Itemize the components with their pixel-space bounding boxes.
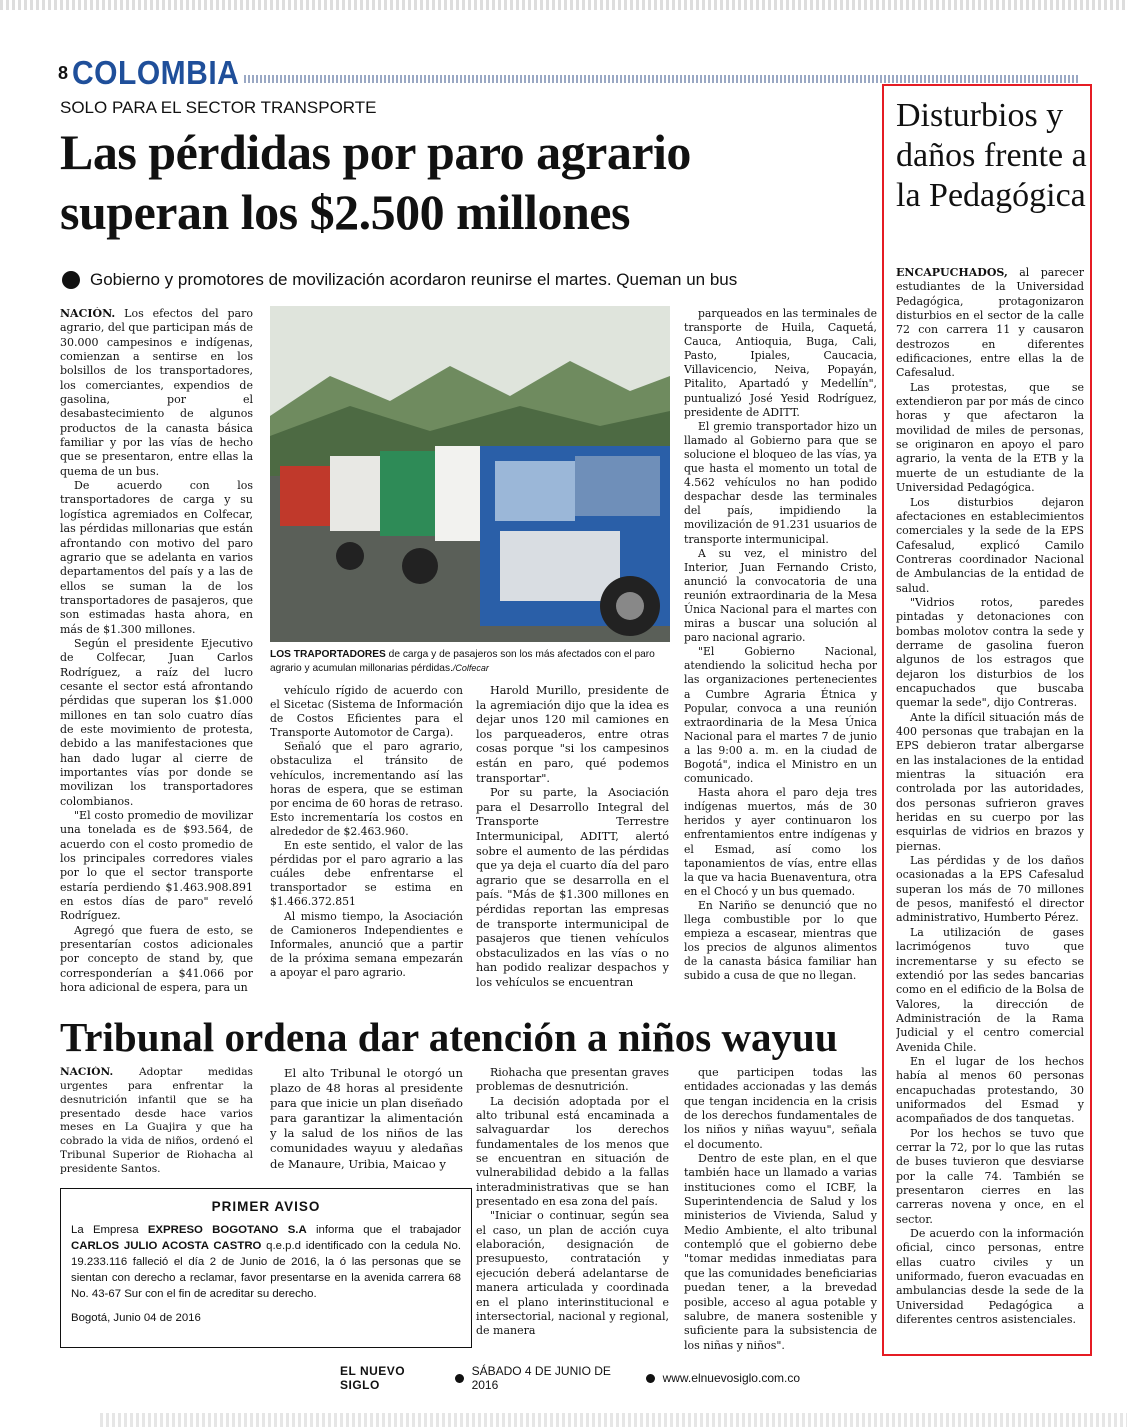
paragraph [270,1066,463,1172]
paragraph-text: "El costo promedio de movilizar una tonelada es de $93.564, de acuerdo con el costo promedio de los principales corredores viales por lo que el sector transporte estaría perdiendo $1.463.908.891 en estos días de paro" reveló Rodríguez. [60,809,253,923]
bullet-icon [62,271,80,289]
paragraph-text: que participen todas las entidades accionadas y las demás que tengan incidencia en la crisis de los derechos fundamentales de los niños y niñas wayuu", señala el documento. [684,1066,877,1151]
paragraph [60,1066,253,1176]
paragraph-text: En el lugar de los hechos había al menos 60 personas encapuchadas protestando, 30 uniformados del Esmad y acompañados de dos tanquetas. [896,1054,1084,1126]
paragraph-text: Las pérdidas y de los daños ocasionadas a la EPS Cafesalud superan los más de 70 millones de pesos, manifestó el director administrativo, Humberto Pérez. [896,854,1084,925]
paragraph-text: El gremio transportador hizo un llamado al Gobierno para que se solucione el bloqueo de las vías, ya que hasta el momento un total de 4.562 vehículos no han podido despachar desde las terminales del país, impidiendo la movilización de 91.231 usuarios de transporte intermunicipal. [684,419,877,546]
paragraph [896,596,1084,711]
paragraph-text: En Nariño se denunció que no llega combustible por lo que empieza a escasear, mientras que los precios de algunos alimentos de la canasta básica familiar han subido a cusa de que no llegan. [684,898,877,983]
paragraph-text: Por los hechos se tuvo que cerrar la 72, por lo que las rutas de buses tuvieron que desviarse por la calle 74. También se presentaron cierres en las carreras novena y once, en el sector. [896,1126,1084,1226]
paragraph [60,307,253,479]
main-column-4 [684,307,877,1002]
second-headline: Tribunal ordena dar atención a niños wayuu [60,1014,838,1060]
paragraph [684,899,877,984]
subheadline [62,270,872,290]
article-kicker: SOLO PARA EL SECTOR TRANSPORTE [60,98,377,117]
second-column-1 [60,1066,253,1176]
paragraph-text: Los disturbios dejaron afectaciones en establecimientos comerciales y la sede de la EPS Cafesalud, explicó Camilo Contreras coordinador Nacional de Ambulancias de la entidad de salud. [896,495,1084,595]
paragraph-text: Ante la difícil situación más de 400 personas que trabajan en la EPS debieron tratar albergarse en las instalaciones de la entidad mientras la situación era controlada por las autoridades, dos personas sufrieron graves heridas en su cuerpo por las esquirlas de vidrios en brazos y piernas. [896,710,1084,853]
main-column-3 [476,684,669,1004]
footer-url: www.elnuevosiglo.com.co [662,1371,800,1385]
paragraph-lead: NACIÓN. [60,307,116,320]
paragraph [684,786,877,899]
paragraph [684,645,877,786]
paragraph [896,926,1084,1055]
notice-text-3: q.e.p.d identificado con la cedula No. 19.233.116 falleció el día 2 de Junio de 2016, la ó las personas que se sientan con derecho a reclamar, favor presentarse en la avenida carrera 68 No. 43-67 Sur con el fin de acreditar su derecho. [71,1240,461,1300]
paragraph [684,420,877,547]
paragraph [476,786,669,990]
footer-date: SÁBADO 4 DE JUNIO DE 2016 [471,1364,611,1392]
page-number: 8 [58,63,69,83]
main-column-2 [270,684,463,1004]
paragraph-text: A su vez, el ministro del Interior, Juan Fernando Cristo, anunció la convocatoria de una reunión extraordinaria de la Mesa Única Nacional para el martes con miras a buscar una solución al paro nacional agrario. [684,546,877,645]
footer-dot-icon [646,1374,655,1383]
paragraph [896,854,1084,926]
main-column-1 [60,307,253,1002]
paragraph-text: al parecer estudiantes de la Universidad Pedagógica, protagonizaron disturbios en el sector de la calle 72 con carrera 11 y causaron destrozos en diferentes edificaciones, entre ellas la de Cafesalud. [896,266,1084,380]
second-column-3 [476,1066,669,1356]
paragraph [60,479,253,637]
trucks-photo-illustration [270,306,670,642]
paragraph-text: En este sentido, el valor de las pérdidas por el paro agrario a las cuáles debe enfrentarse el transportador se estima en $1.466.372.851 [270,839,463,909]
paragraph-text: De acuerdo con los transportadores de carga y su logística agremiados en Colfecar, las pérdidas millonarias que están afrontando con motivo del paro agrario que se adelanta en varios departamentos del país y a las de ellos se suman la de los transportadores de pasajeros, que son estimadas hasta ahora, en más de $1.300 millones. [60,479,253,636]
paragraph [684,1152,877,1353]
notice-company: EXPRESO BOGOTANO S.A [147,1224,307,1236]
paragraph-text: Hasta ahora el paro deja tres indígenas muertos, más de 30 heridos y ayer continuaron los enfrentamientos entre indígenas y el Esmad, así como los taponamientos de vías, entre ellas la que va hacia Buenaventura, otra en el Chocó y un bus quemado. [684,786,877,898]
paragraph-text: Las protestas, que se extendieron par por más de cinco horas y que afectaron la movilidad de miles de personas, se originaron en apoyo el paro agrario, la venta de la ETB y la muerte de un estudiante de la Universidad Pedagógica. [896,380,1084,495]
paragraph-text: El alto Tribunal le otorgó un plazo de 48 horas al presidente para que inicie un plan diseñado para garantizar la alimentación y la salud de los niños de las comunidades wayuu y aledañas de Manaure, Uribia, Maicao y [270,1066,463,1171]
trucks-photo [270,306,670,642]
paragraph [896,381,1084,496]
section-name: COLOMBIA [72,55,240,92]
paragraph [476,1209,669,1338]
caption-lead: LOS TRAPORTADORES [270,649,386,660]
bottom-scan-edge [100,1413,1127,1427]
paragraph [270,839,463,909]
notice-title: PRIMER AVISO [211,1199,321,1214]
paragraph [896,266,1084,381]
paragraph-text: La decisión adoptada por el alto tribunal está encaminada a salvaguardar los derechos fundamentales de los menos que se encuentran en situación de vulnerabilidad debido a la fallas interadministrativas que se han presentado en esa zona del país. [476,1094,669,1209]
paragraph [896,1127,1084,1227]
subheadline-text: Gobierno y promotores de movilización acordaron reunirse el martes. Queman un bus [90,270,738,289]
paragraph [476,684,669,786]
paragraph-text: Riohacha que presentan graves problemas de desnutrición. [476,1066,669,1094]
paragraph-text: Según el presidente Ejecutivo de Colfecar, Juan Carlos Rodríguez, a raíz del lucro cesante el sector está afrontando pérdidas que superan los $1.000 millones en tan solo cuatro días de este movimiento de protesta, debido a las manifestaciones que han dado lugar al cierre de importantes vías por donde se movilizan los transportadores colombianos. [60,636,253,808]
footer-dot-icon [455,1374,464,1383]
paragraph-text: Agregó que fuera de esto, se presentarían costos adicionales por concepto de stand by, que corresponderían a $41.066 por hora adicional de espera, para un [60,923,253,995]
second-column-2 [270,1066,463,1176]
paragraph-lead: NACIÓN. [60,1066,114,1078]
paragraph [476,1066,669,1095]
paragraph-text: Al mismo tiempo, la Asociación de Camioneros Independientes e Informales, anunció que a partir de la próxima semana empezarán a apoyar el paro agrario. [270,909,463,979]
paragraph-text: Los efectos del paro agrario, del que participan más de 30.000 campesinos e indígenas, comienzan a sentirse en los bolsillos de los transportadores, los comerciantes, expendios de gasolina, por el desabastecimiento de algunos productos de la canasta básica familiar y por las vías de hecho que se presentaron, entre ellas la quema de un bus. [60,307,253,478]
paragraph-text: "Vidrios rotos, paredes pintadas y detonaciones con bombas molotov contra la sede y derrame de gasolina fueron algunos de los estragos que dejaron los disturbios de los encapuchados que buscaba quemar la sede", dijo Contreras. [896,595,1084,710]
notice-box [60,1188,472,1348]
paragraph [270,910,463,980]
paragraph [684,307,877,420]
paragraph [684,547,877,646]
paragraph-text: Dentro de este plan, en el que también hace un llamado a varias instituciones como el ICBF, la Superintendencia de Salud y los ministerios de Vivienda, Salud y Medio Ambiente, el alto tribunal contempló que el gobierno debe "tomar medidas inmediatas para que las comunidades beneficiarias puedan tener, a la brevedad posible, acceso al agua potable y salubre, de manera sostenible y suficiente para la subsistencia de los niñas y niños". [684,1152,877,1352]
paragraph-text: vehículo rígido de acuerdo con el Sicetac (Sistema de Información de Costos Eficientes para el Transporte Automotor de Carga). [270,684,463,740]
main-headline: Las pérdidas por paro agrario superan los $2.500 millones [60,124,691,240]
second-column-4 [684,1066,877,1356]
paragraph [896,1227,1084,1327]
paragraph-text: La utilización de gases lacrimógenos tuvo que incrementarse y su efecto se extendió por las sedes bancarias como en el edificio de la Bolsa de Valores, la dirección de Administración de la Rama Judicial y el centro comercial Avenida Chile. [896,925,1084,1054]
paragraph-text: parqueados en las terminales de transporte de Huila, Caquetá, Cauca, Antioquia, Buga, Cali, Pasto, Ipiales, Caucacia, Villavicencio, Neiva, Popayán, Pitalito, Apartadó y Medellín", puntualizó José Yesid Rodríguez, presidente de ADITT. [684,307,877,419]
paragraph [60,924,253,996]
sidebar-title: Disturbios y daños frente a la Pedagógica [896,97,1087,214]
page-footer [340,1364,800,1392]
paragraph [60,809,253,924]
section-rule [244,75,1080,83]
paragraph-lead: ENCAPUCHADOS, [896,266,1008,279]
paragraph [896,1055,1084,1127]
paragraph-text: Por su parte, la Asociación para el Desarrollo Integral del Transporte Terrestre Intermunicipal, ADITT, alertó sobre el aumento de las pérdidas que ya deja el cuarto día del paro agrario que se desarrolla en el país. "Más de $1.300 millones en pérdidas reportan las empresas de transporte intermunicipal de pasajeros que tienen vehículos obstaculizados en las vías o no han podido realizar despachos y los vehículos se encuentran [476,786,669,989]
sidebar-box [882,84,1092,1356]
notice-date: Bogotá, Junio 04 de 2016 [71,1312,201,1324]
paragraph-text: Adoptar medidas urgentes para enfrentar la desnutrición infantil que se ha presentado desde hace varios meses en La Guajira y que ha cobrado la vida de niños, ordenó el Tribunal Superior de Riohacha al presidente Santos. [60,1066,253,1175]
paragraph-text: "El Gobierno Nacional, atendiendo la solicitud hecha por las organizaciones pertenecientes a Cumbre Agraria Étnica y Popular, convoca a una reunión extraordinaria de la Mesa Única Nacional para el martes 7 de junio a las 9:00 a. m. en la ciudad de Bogotá", indica el Ministro en un comunicado. [684,645,877,786]
paragraph-text: Harold Murillo, presidente de la agremiación dijo que la idea es dejar unos 120 mil camiones en los parqueaderos, entre otras cosas porque "si los campesinos están en paro, qué podemos transportar". [476,684,669,785]
paragraph [270,684,463,740]
paragraph [684,1066,877,1152]
paragraph [60,637,253,809]
caption-text: de carga y de pasajeros son los más afectados con el paro agrario y acumulan millonarias pérdidas. [270,649,655,674]
notice-body [71,1222,461,1302]
paragraph [896,711,1084,854]
paragraph-text: "Iniciar o continuar, según sea el caso, un plan de acción cuya elaboración, designación de presupuesto, contratación y ejecución deberá adelantarse de manera articulada y coordinada en el plano interinstitucional e intersectorial, nacional y regional, de manera [476,1209,669,1338]
notice-worker: CARLOS JULIO ACOSTA CASTRO [71,1240,262,1252]
top-scan-edge [0,0,1127,10]
notice-text-2: informa que el trabajador [306,1224,461,1236]
paragraph [896,496,1084,596]
photo-credit: /Colfecar [452,662,489,673]
paragraph-text: Señaló que el paro agrario, obstaculiza el tránsito de vehículos, incrementando así las horas de espera, que se estiman por encima de 60 horas de retraso. Esto incrementaría los costos en alrededor de $2.463.960. [270,740,463,838]
notice-text-1: La Empresa [71,1224,148,1236]
paragraph [476,1095,669,1210]
sidebar-body [896,266,1084,1346]
paragraph [270,740,463,839]
paragraph-text: De acuerdo con la información oficial, cinco personas, entre ellas cuatro civiles y un uniformado, fueron evacuadas en ambulancias desde la sede de la Universidad Pedagógica a diferentes centros asistenciales. [896,1227,1084,1327]
photo-caption [270,648,670,675]
footer-logo: EL NUEVO SIGLO [340,1364,406,1392]
